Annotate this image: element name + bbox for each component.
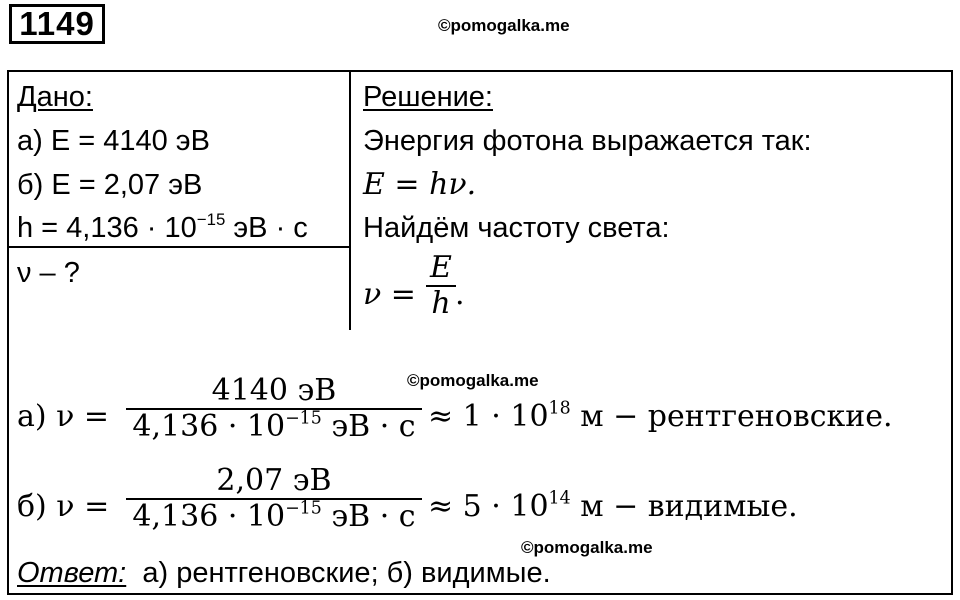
calc-b-fraction bbox=[126, 464, 422, 534]
calc-b-den-exponent: −15 bbox=[285, 498, 322, 519]
calc-a-result-tail: м − рентгеновские. bbox=[570, 399, 893, 434]
given-heading: Дано: bbox=[17, 81, 93, 113]
calc-a-numerator: 4140 эВ bbox=[211, 373, 337, 408]
answer-label: Ответ: bbox=[17, 557, 127, 589]
watermark-middle: ©pomogalka.me bbox=[407, 371, 539, 390]
given-line-a: а) E = 4140 эВ bbox=[17, 125, 210, 157]
calc-a-den-base: 4,136 · 10 bbox=[132, 409, 286, 444]
watermark-top: ©pomogalka.me bbox=[438, 16, 570, 35]
given-line-b: б) E = 2,07 эВ bbox=[17, 169, 203, 201]
calc-a-denominator bbox=[126, 410, 422, 444]
calc-a-den-exponent: −15 bbox=[285, 408, 322, 429]
problem-number: 1149 bbox=[9, 4, 105, 44]
find-frequency-text: Найдём частоту света: bbox=[363, 212, 670, 244]
calc-b-numerator: 2,07 эВ bbox=[216, 463, 332, 498]
solution-intro: Энергия фотона выражается так: bbox=[363, 125, 812, 157]
given-find-divider bbox=[7, 246, 350, 248]
nu-denominator: h bbox=[431, 286, 451, 321]
calc-a-result-exponent: 18 bbox=[548, 398, 571, 419]
calc-a-result bbox=[428, 400, 893, 434]
watermark-bottom: ©pomogalka.me bbox=[521, 538, 653, 557]
calc-b-den-base: 4,136 · 10 bbox=[132, 499, 286, 534]
given-planck-constant bbox=[17, 211, 308, 245]
answer-text: а) рентгеновские; б) видимые. bbox=[142, 557, 551, 589]
calc-b-result-tail: м − видимые. bbox=[570, 489, 798, 524]
calc-a-result-base: ≈ 1 · 10 bbox=[428, 399, 549, 434]
calc-b-denominator bbox=[126, 500, 422, 534]
nu-fraction bbox=[426, 251, 456, 321]
calc-a-fraction bbox=[126, 374, 422, 444]
planck-exponent: −15 bbox=[196, 209, 226, 229]
nu-formula-dot: . bbox=[455, 277, 465, 312]
calc-b-den-unit: эВ · с bbox=[321, 499, 416, 534]
nu-formula-lhs: ν = bbox=[363, 277, 416, 312]
calc-b-result bbox=[428, 490, 798, 524]
answer-line bbox=[17, 556, 551, 590]
calc-b-result-base: ≈ 5 · 10 bbox=[428, 489, 549, 524]
energy-formula: E = hν. bbox=[363, 167, 477, 202]
given-solution-divider bbox=[349, 70, 351, 330]
calc-b-result-exponent: 14 bbox=[548, 488, 571, 509]
planck-unit: эВ · с bbox=[225, 212, 308, 244]
nu-numerator: E bbox=[430, 250, 452, 285]
calc-a-den-unit: эВ · с bbox=[321, 409, 416, 444]
calc-a-lhs: а) ν = bbox=[17, 399, 110, 434]
calc-b-lhs: б) ν = bbox=[17, 489, 110, 524]
solution-heading: Решение: bbox=[363, 81, 493, 113]
planck-base: h = 4,136 · 10 bbox=[17, 212, 197, 244]
find-quantity: ν – ? bbox=[17, 257, 80, 289]
